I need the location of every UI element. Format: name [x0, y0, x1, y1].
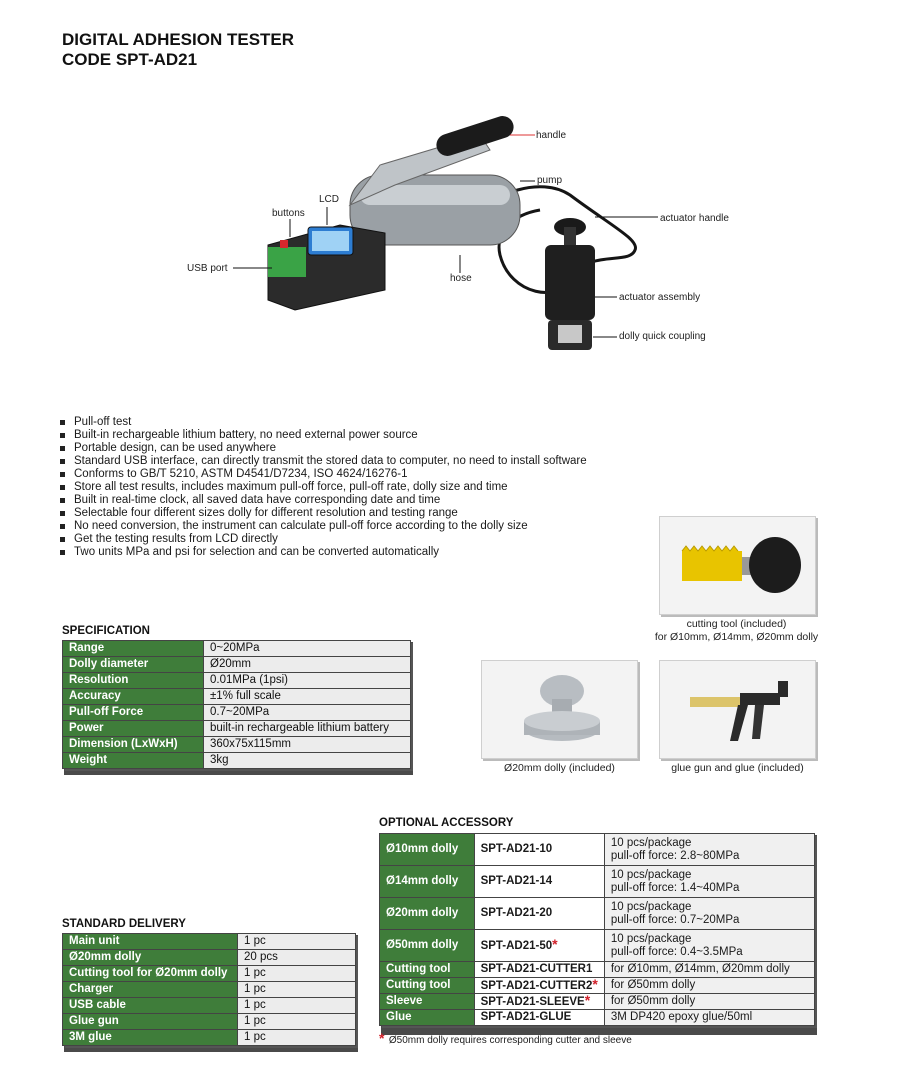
table-row: 3M glue 1 pc — [63, 1030, 356, 1046]
footnote-text: Ø50mm dolly requires corresponding cutter and sleeve — [388, 1035, 632, 1046]
cutting-tool-icon — [660, 517, 815, 614]
label-handle: handle — [536, 130, 567, 141]
bullet-icon — [60, 433, 65, 438]
table-row: Ø10mm dolly SPT-AD21-10 10 pcs/package pull-off force: 2.8~80MPa — [380, 834, 815, 866]
glue-gun-icon — [660, 661, 815, 758]
table-row: Dolly diameter Ø20mm — [63, 657, 411, 673]
dolly-icon — [482, 661, 637, 758]
table-row: Cutting tool SPT-AD21-CUTTER1 for Ø10mm, Ø14mm, Ø20mm dolly — [380, 962, 815, 978]
table-row: Glue gun 1 pc — [63, 1014, 356, 1030]
label-buttons: buttons — [272, 208, 305, 219]
table-row: Charger 1 pc — [63, 982, 356, 998]
bullet-icon — [60, 550, 65, 555]
glue-gun-caption: glue gun and glue (included) — [671, 762, 804, 774]
specification-table — [62, 640, 411, 769]
label-hose: hose — [450, 273, 472, 284]
label-actuator-handle: actuator handle — [660, 213, 729, 224]
dolly-caption: Ø20mm dolly (included) — [504, 762, 615, 774]
green-panel — [268, 247, 306, 277]
cutting-tool-caption: cutting tool (included) for Ø10mm, Ø14mm, Ø20mm dolly — [654, 618, 819, 643]
asterisk-icon: * — [592, 976, 598, 992]
asterisk-icon: * — [379, 1030, 385, 1046]
optional-accessory-table — [379, 833, 815, 1026]
table-row: Main unit 1 pc — [63, 934, 356, 950]
bullet-icon — [60, 446, 65, 451]
feature-item: Two units MPa and psi for selection and can be converted automatically — [60, 546, 587, 559]
bullet-icon — [60, 459, 65, 464]
feature-item: Get the testing results from LCD directly — [60, 533, 587, 546]
table-row: Range 0~20MPa — [63, 641, 411, 657]
label-lcd: LCD — [319, 194, 340, 205]
table-row: Accuracy ±1% full scale — [63, 689, 411, 705]
label-actuator-assembly: actuator assembly — [619, 292, 701, 303]
feature-item: Store all test results, includes maximum pull-off force, pull-off rate, dolly size and time — [60, 481, 587, 494]
label-usb-port: USB port — [187, 263, 228, 274]
asterisk-icon: * — [552, 936, 558, 952]
specification-heading: SPECIFICATION — [62, 625, 150, 637]
asterisk-icon: * — [584, 992, 591, 1008]
actuator-body — [545, 245, 595, 320]
glue-gun-photo — [659, 660, 816, 759]
product-diagram — [180, 115, 740, 405]
feature-item: Selectable four different sizes dolly for different resolution and testing range — [60, 507, 587, 520]
table-row: Weight 3kg — [63, 753, 411, 769]
table-row: Glue SPT-AD21-GLUE 3M DP420 epoxy glue/50ml — [380, 1010, 815, 1026]
title-line-2: CODE SPT-AD21 — [62, 50, 198, 69]
feature-item: Built-in rechargeable lithium battery, no need external power source — [60, 429, 587, 442]
standard-delivery-table — [62, 933, 356, 1046]
table-row: Cutting tool for Ø20mm dolly 1 pc — [63, 966, 356, 982]
table-row: Ø20mm dolly SPT-AD21-20 10 pcs/package pull-off force: 0.7~20MPa — [380, 898, 815, 930]
feature-item: Portable design, can be used anywhere — [60, 442, 587, 455]
bullet-icon — [60, 420, 65, 425]
feature-item: Standard USB interface, can directly transmit the stored data to computer, no need to install software — [60, 455, 587, 468]
table-row: Dimension (LxWxH) 360x75x115mm — [63, 737, 411, 753]
bullet-icon — [60, 498, 65, 503]
footnote — [379, 1030, 632, 1048]
optional-accessory-heading: OPTIONAL ACCESSORY — [379, 817, 514, 829]
feature-item: Conforms to GB/T 5210, ASTM D4541/D7234, ISO 4624/16276-1 — [60, 468, 587, 481]
bullet-icon — [60, 472, 65, 477]
label-dolly-quick-coupling: dolly quick coupling — [619, 331, 706, 342]
cutting-tool-photo — [659, 516, 816, 615]
bullet-icon — [60, 537, 65, 542]
table-row: Pull-off Force 0.7~20MPa — [63, 705, 411, 721]
page-title — [62, 30, 294, 70]
table-row: Resolution 0.01MPa (1psi) — [63, 673, 411, 689]
table-row: Cutting tool SPT-AD21-CUTTER2* for Ø50mm dolly — [380, 978, 815, 994]
red-button — [280, 240, 288, 248]
title-line-1: DIGITAL ADHESION TESTER — [62, 30, 295, 49]
label-pump: pump — [537, 175, 563, 186]
table-row: Ø20mm dolly 20 pcs — [63, 950, 356, 966]
feature-item: Built in real-time clock, all saved data have corresponding date and time — [60, 494, 587, 507]
standard-delivery-heading: STANDARD DELIVERY — [62, 918, 186, 930]
bullet-icon — [60, 511, 65, 516]
feature-list — [60, 416, 587, 559]
dolly-photo — [481, 660, 638, 759]
table-row: Ø50mm dolly SPT-AD21-50* 10 pcs/package pull-off force: 0.4~3.5MPa — [380, 930, 815, 962]
feature-item: Pull-off test — [60, 416, 587, 429]
table-row: Ø14mm dolly SPT-AD21-14 10 pcs/package pull-off force: 1.4~40MPa — [380, 866, 815, 898]
table-row: Power built-in rechargeable lithium battery — [63, 721, 411, 737]
feature-item: No need conversion, the instrument can calculate pull-off force according to the dolly size — [60, 520, 587, 533]
table-row: USB cable 1 pc — [63, 998, 356, 1014]
table-row: Sleeve SPT-AD21-SLEEVE* for Ø50mm dolly — [380, 994, 815, 1010]
bullet-icon — [60, 485, 65, 490]
bullet-icon — [60, 524, 65, 529]
